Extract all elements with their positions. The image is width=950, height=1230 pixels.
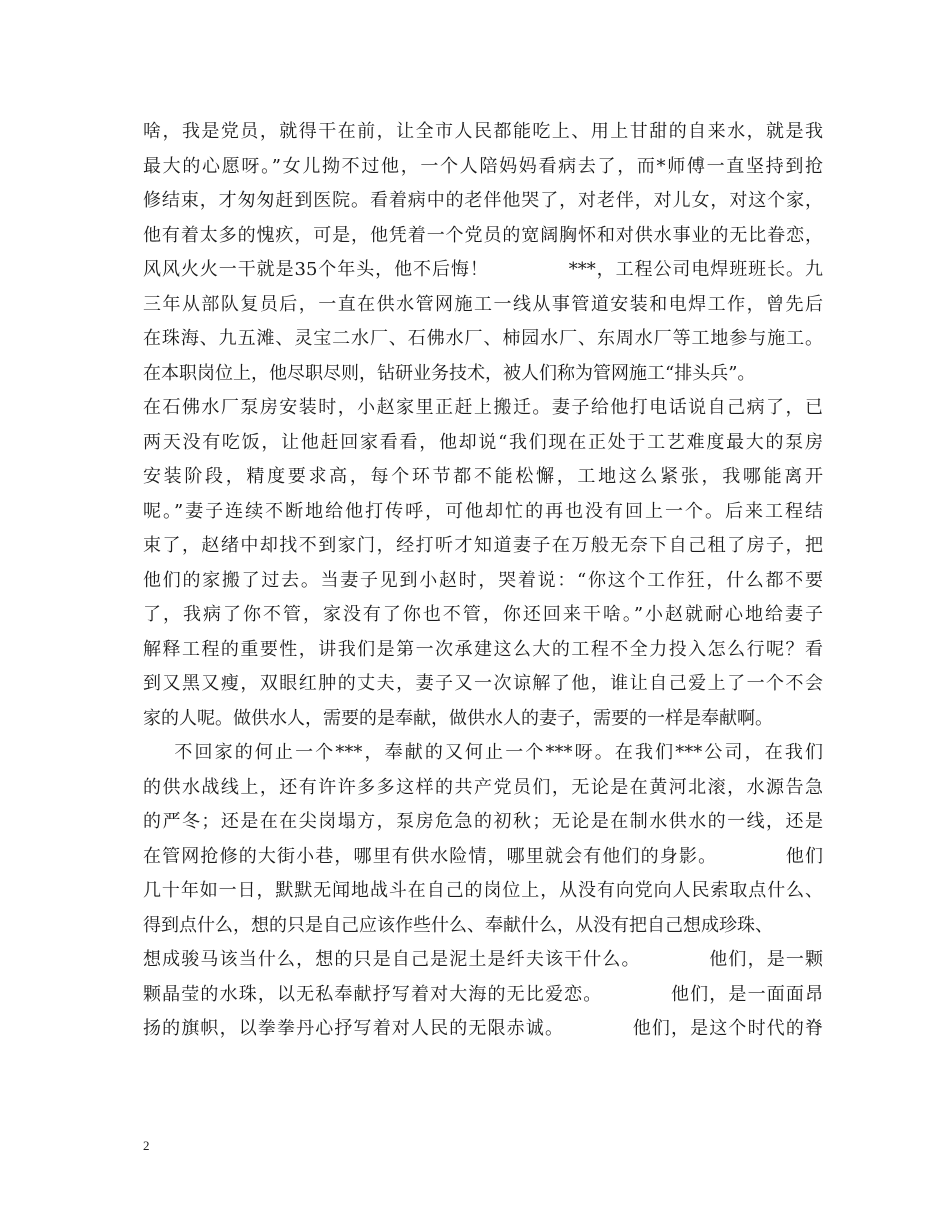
text-line: 扬的旗帜，以拳拳丹心抒写着对人民的无限赤诚。 他们，是这个时代的脊	[143, 1018, 823, 1039]
text-line: 在石佛水厂泵房安装时，小赵家里正赶上搬迁。妻子给他打电话说自己病了，已	[143, 397, 823, 418]
text-line: 修结束，才匆匆赶到医院。看着病中的老伴他哭了，对老伴，对儿女，对这个家，	[143, 190, 823, 211]
text-line: 他有着太多的愧疚，可是，他凭着一个党员的宽阔胸怀和对供水事业的无比眷恋，	[143, 224, 823, 246]
text-line: 在本职岗位上，他尽职尽则，钻研业务技术，被人们称为管网施工“排头兵”。	[143, 362, 756, 384]
text-line: 啥，我是党员，就得干在前，让全市人民都能吃上、用上甘甜的自来水，就是我	[143, 121, 823, 142]
text-line: 的严冬；还是在在尖岗塌方，泵房危急的初秋；无论是在制水供水的一线，还是	[143, 811, 823, 832]
text-line: 风风火火一干就是35个年头，他不后悔！ ***，工程公司电焊班班长。九	[143, 259, 823, 280]
text-line: 的供水战线上，还有许许多多这样的共产党员们，无论是在黄河北滚，水源告急	[143, 776, 823, 798]
text-line: 颗晶莹的水珠，以无私奉献抒写着对大海的无比爱恋。 他们，是一面面昂	[143, 983, 823, 1005]
text-line: 想成骏马该当什么，想的只是自己是泥土是纤夫该干什么。 他们，是一颗	[143, 949, 823, 970]
text-line: 三年从部队复员后，一直在供水管网施工一线从事管道安装和电焊工作，曾先后	[143, 293, 823, 315]
text-line: 几十年如一日，默默无闻地战斗在自己的岗位上，从没有向党向人民索取点什么、	[143, 880, 823, 901]
text-line: 了，我病了你不管，家没有了你也不管，你还回来干啥。”小赵就耐心地给妻子	[143, 604, 823, 625]
text-line: 得到点什么，想的只是自己应该作些什么、奉献什么，从没有把自己想成珍珠、	[143, 914, 773, 936]
text-line: 安装阶段，精度要求高，每个环节都不能松懈，工地这么紧张，我哪能离开	[143, 466, 823, 487]
text-line: 两天没有吃饭，让他赶回家看看，他却说“我们现在正处于工艺难度最大的泵房	[143, 431, 823, 453]
text-line: 他们的家搬了过去。当妻子见到小赵时，哭着说：“你这个工作狂，什么都不要	[143, 569, 823, 591]
text-line: 家的人呢。做供水人，需要的是奉献，做供水人的妻子，需要的一样是奉献啊。	[143, 707, 773, 729]
text-line: 在珠海、九五滩、灵宝二水厂、石佛水厂、柿园水厂、东周水厂等工地参与施工。	[143, 328, 823, 349]
body-text	[143, 115, 823, 1047]
text-line: 到又黑又瘦，双眼红肿的丈夫，妻子又一次谅解了他，谁让自己爱上了一个不会	[143, 673, 823, 694]
text-line: 呢。”妻子连续不断地给他打传呼，可他却忙的再也没有回上一个。后来工程结	[143, 500, 823, 522]
text-line: 不回家的何止一个***，奉献的又何止一个***呀。在我们***公司，在我们	[143, 742, 823, 763]
text-line: 在管网抢修的大街小巷，哪里有供水险情，哪里就会有他们的身影。 他们	[143, 845, 823, 867]
text-line: 最大的心愿呀。”女儿拗不过他，一个人陪妈妈看病去了，而*师傅一直坚持到抢	[143, 155, 823, 177]
text-line: 束了，赵绪中却找不到家门，经打听才知道妻子在万般无奈下自己租了房子，把	[143, 535, 823, 556]
page-number: 2	[143, 1138, 150, 1153]
text-line: 解释工程的重要性，讲我们是第一次承建这么大的工程不全力投入怎么行呢？看	[143, 638, 823, 660]
